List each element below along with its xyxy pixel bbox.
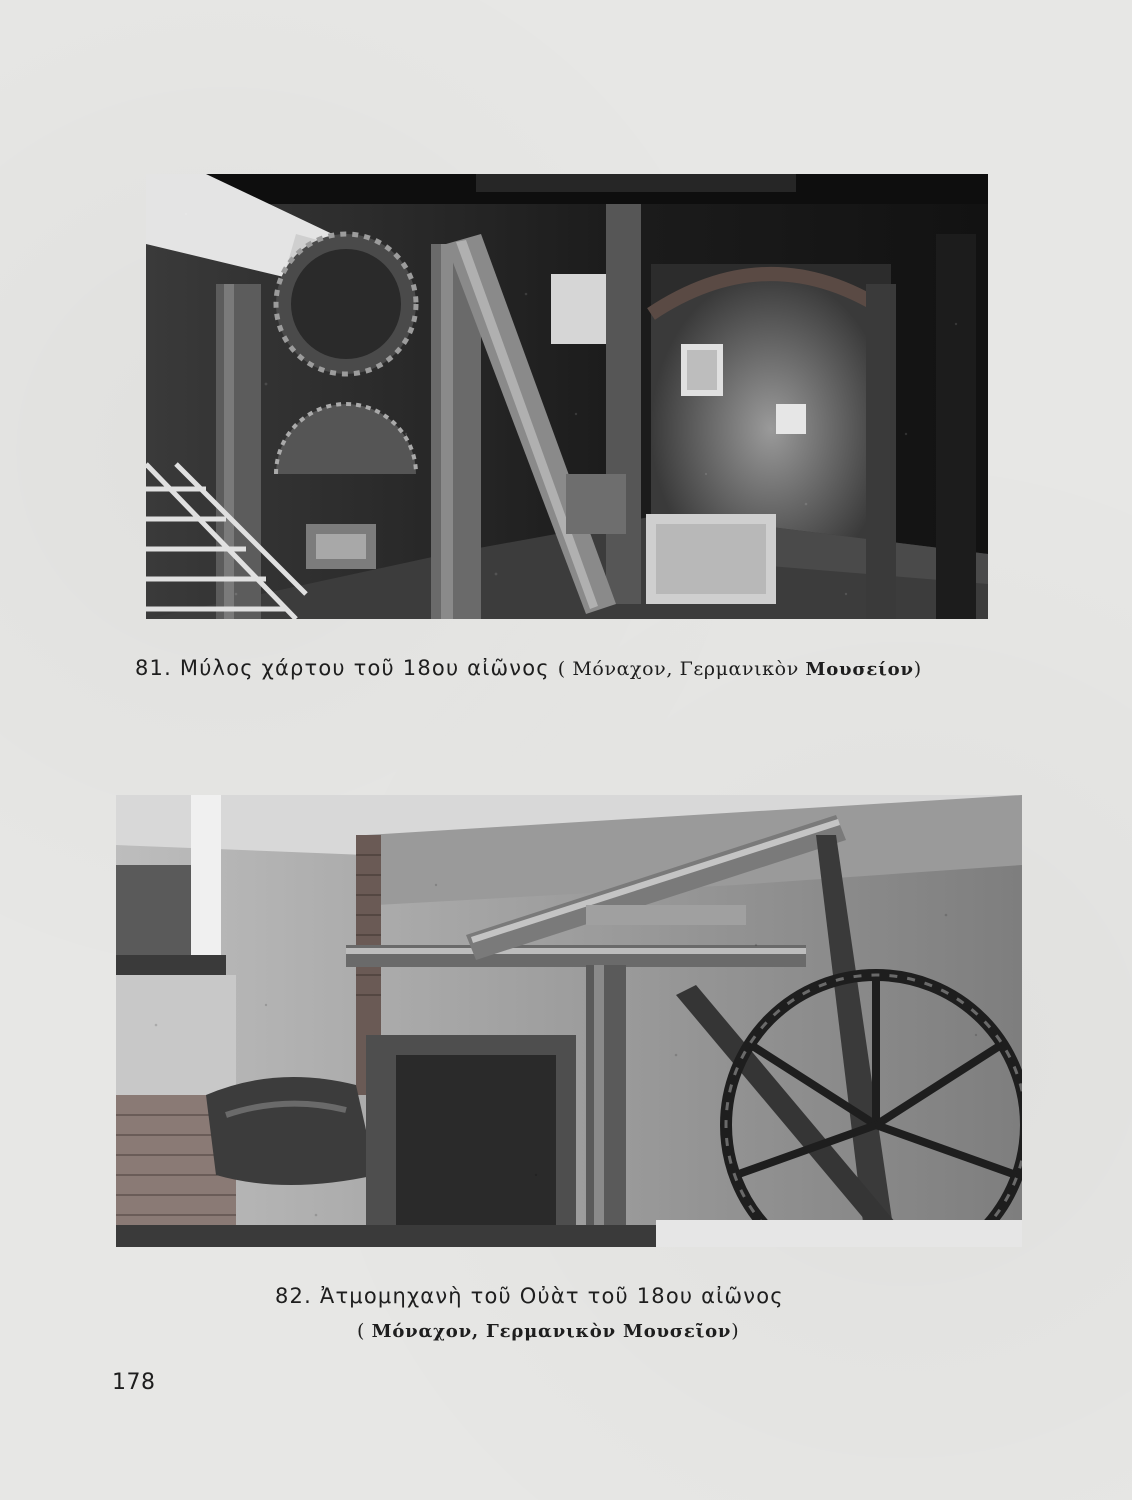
- figure-82-number: 82.: [275, 1284, 312, 1308]
- steam-engine-photo: [116, 795, 1022, 1247]
- figure-82-source-close: ): [731, 1320, 740, 1342]
- figure-82-source: [357, 1318, 739, 1342]
- steam-engine-photo-image: [116, 795, 1022, 1247]
- figure-82-caption: [275, 1284, 784, 1308]
- figure-82-source-open: (: [357, 1320, 372, 1342]
- figure-81-source-open: ( Μόναχον, Γερμανικὸν: [557, 658, 806, 680]
- figure-81-caption: [135, 656, 922, 680]
- paper-mill-photo-image: [146, 174, 988, 619]
- paper-mill-photo: [146, 174, 988, 619]
- figure-81-source-museum: Μουσείον: [805, 659, 914, 680]
- figure-81-source-close: ): [913, 658, 922, 680]
- figure-82-title: Ἀτμομηχανὴ τοῦ Οὐὰτ τοῦ 18ου αἰῶνος: [319, 1284, 784, 1308]
- figure-81-title: Μύλος χάρτου τοῦ 18ου αἰῶνος: [179, 656, 550, 680]
- page-number: 178: [112, 1370, 156, 1395]
- figure-81-number: 81.: [135, 656, 172, 680]
- figure-82-source-museum: Μόναχον, Γερμανικὸν Μουσεῖον: [371, 1321, 732, 1342]
